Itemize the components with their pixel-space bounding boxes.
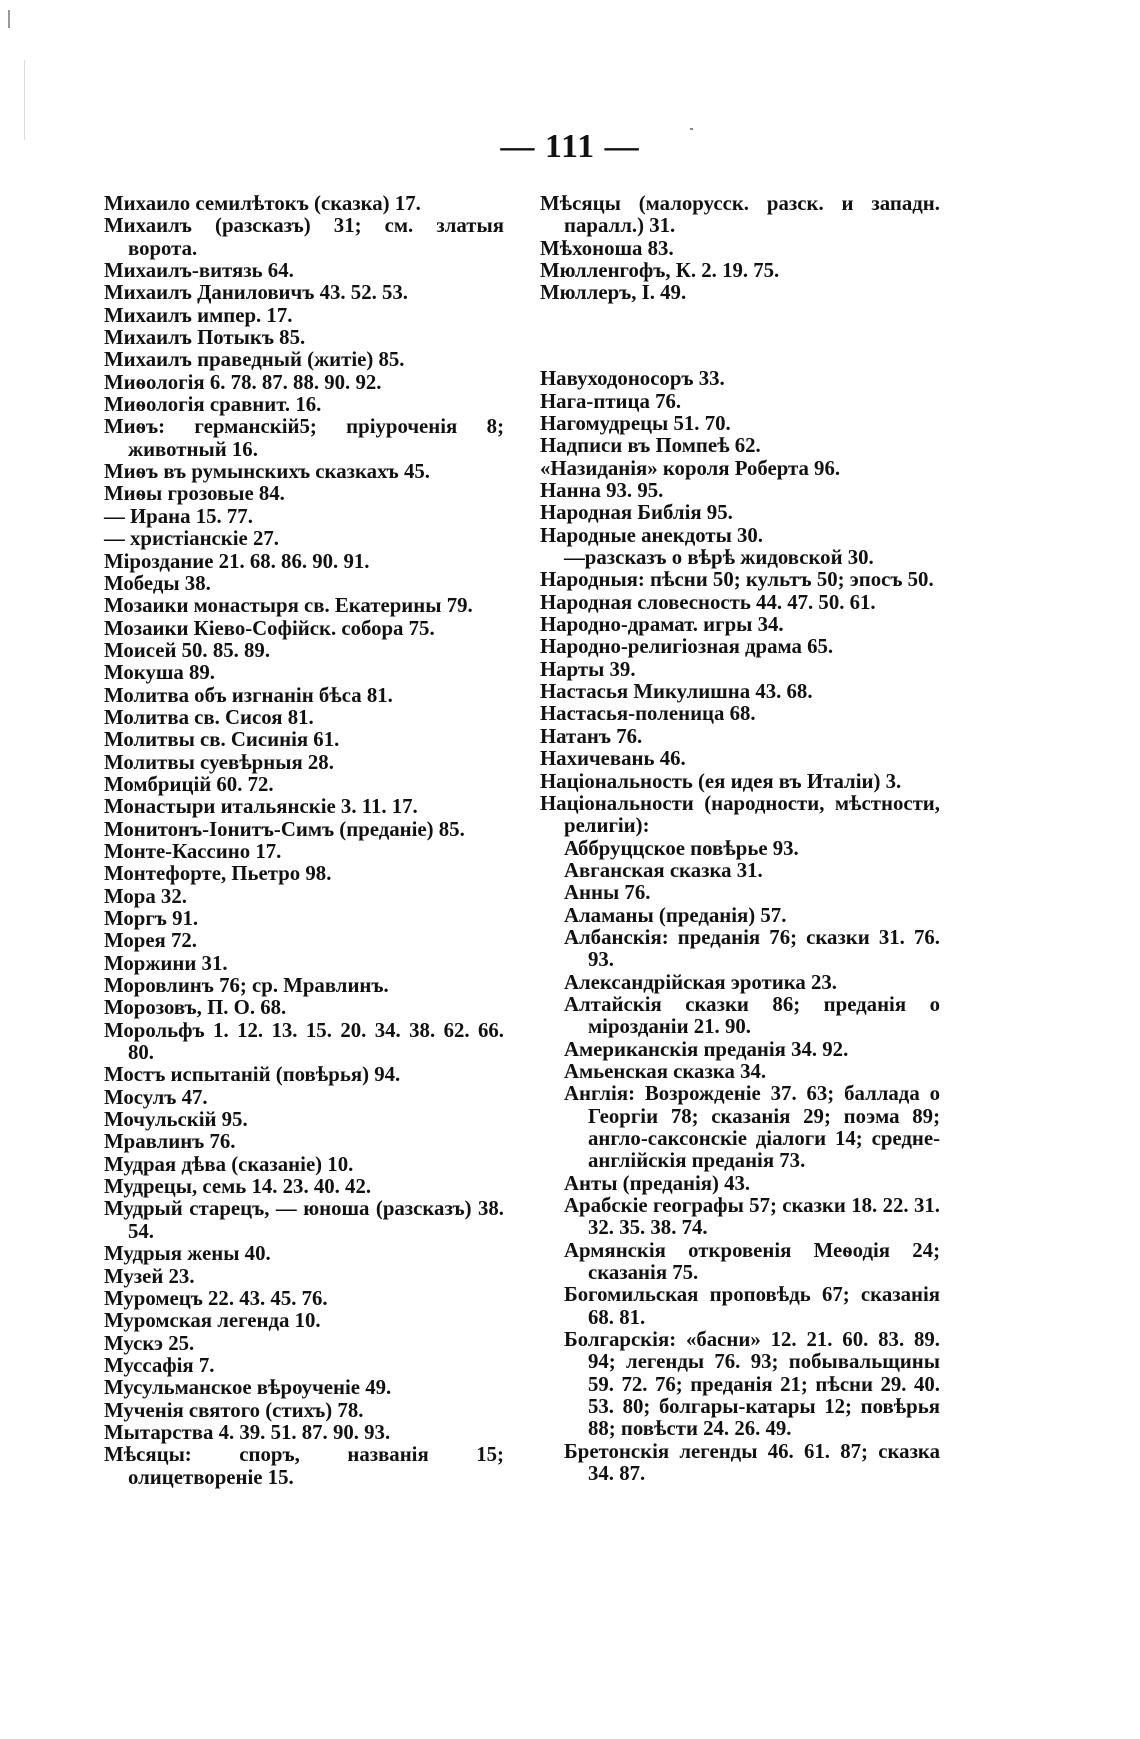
page-number: — 111 — xyxy=(500,128,640,165)
index-entry: Михаилъ праведный (житіе) 85. xyxy=(104,348,405,372)
index-entry: Настасья-поленица 68. xyxy=(540,702,756,726)
index-entry: Мудрый старецъ, — юноша (разсказъ) 38. 54. xyxy=(104,1197,504,1243)
index-entry: Миѳологія 6. 78. 87. 88. 90. 92. xyxy=(104,370,382,394)
index-entry: Надписи въ Помпеѣ 62. xyxy=(540,434,761,458)
index-entry: Натанъ 76. xyxy=(540,724,643,748)
index-entry: Мозаики монастыря св. Екатерины 79. xyxy=(104,594,473,618)
index-entry: Монте-Кассино 17. xyxy=(104,839,282,863)
index-subentry: Бретонскія легенды 46. 61. 87; сказка 34. 87. xyxy=(564,1439,940,1486)
index-entry: Момбрицій 60. 72. xyxy=(104,772,274,796)
index-entry: Миѳы грозовые 84. xyxy=(104,482,285,506)
index-subentry: Англія: Возрожденіе 37. 63; баллада о Георгіи 78; сказанія 29; поэма 89; англо-саксонскіе діалоги 14; средне-англійскія преданія 73. xyxy=(564,1082,940,1173)
index-entry: Мюллеръ, I. 49. xyxy=(540,281,687,305)
index-entry: Морольфъ 1. 12. 13. 15. 20. 34. 38. 62. 66. 80. xyxy=(104,1018,504,1065)
index-subentry: Авганская сказка 31. xyxy=(564,858,763,882)
index-entry: Мудрецы, семь 14. 23. 40. 42. xyxy=(104,1175,372,1199)
index-entry: Нанна 93. 95. xyxy=(540,479,664,503)
index-entry: Монтефорте, Пьетро 98. xyxy=(104,862,332,886)
index-entry: Мѣсяцы: споръ, названія 15; олицетвореніе 15. xyxy=(104,1443,504,1489)
index-entry: Мокуша 89. xyxy=(104,661,215,685)
index-entry: Народныя: пѣсни 50; культъ 50; эпосъ 50. xyxy=(540,568,934,592)
index-entry: Молитва св. Сисоя 81. xyxy=(104,705,314,729)
index-entry: Морея 72. xyxy=(104,929,197,953)
index-entry: — христіанскіе 27. xyxy=(104,527,279,551)
index-entry: Народные анекдоты 30. xyxy=(540,523,763,547)
index-entry: Мудрыя жены 40. xyxy=(104,1242,271,1266)
index-entry: Муромская легенда 10. xyxy=(104,1309,321,1333)
index-entry: Михаило семилѣтокъ (сказка) 17. xyxy=(104,192,421,215)
index-entry: Мученія святого (стихъ) 78. xyxy=(104,1398,364,1422)
index-subentry: —разсказъ о вѣрѣ жидовской 30. xyxy=(564,546,874,570)
index-entry: Мусульманское вѣроученіе 49. xyxy=(104,1376,392,1400)
index-entry: Нахичевань 46. xyxy=(540,747,686,771)
index-entry: Моисей 50. 85. 89. xyxy=(104,638,271,662)
index-entry: Монастыри итальянскіе 3. 11. 17. xyxy=(104,795,418,819)
index-entry: Мостъ испытаній (повѣрья) 94. xyxy=(104,1063,401,1087)
index-entry: Мудрая дѣва (сказаніе) 10. xyxy=(104,1152,354,1176)
index-entry: Навуходоносоръ 33. xyxy=(540,367,725,391)
index-entry: Народно-драмат. игры 34. xyxy=(540,613,784,637)
index-entry: Молитвы суевѣрныя 28. xyxy=(104,750,334,774)
index-column-right xyxy=(540,193,940,1486)
index-entry: Національность (ея идея въ Италіи) 3. xyxy=(540,769,902,793)
index-entry: Нарты 39. xyxy=(540,657,636,681)
index-entry: Народная словесность 44. 47. 50. 61. xyxy=(540,590,876,614)
index-subentry: Армянскія откровенія Меѳодія 24; сказанія 75. xyxy=(564,1238,940,1285)
index-entry: Моргъ 91. xyxy=(104,907,199,930)
letter-section-gap xyxy=(540,326,940,348)
index-entry: Настасья Микулишна 43. 68. xyxy=(540,680,813,704)
index-subentry: Аббруццское повѣрье 93. xyxy=(564,836,799,860)
index-entry: Молитва объ изгнанін бѣса 81. xyxy=(104,683,393,707)
index-subentry: Аламаны (преданія) 57. xyxy=(564,903,787,927)
index-entry: Мытарства 4. 39. 51. 87. 90. 93. xyxy=(104,1420,391,1444)
index-entry: Михаилъ Даниловичъ 43. 52. 53. xyxy=(104,281,408,305)
index-entry: Михаилъ импер. 17. xyxy=(104,303,293,327)
index-entry: Миѳъ въ румынскихъ сказкахъ 45. xyxy=(104,460,430,484)
index-entry: Молитвы св. Сисинія 61. xyxy=(104,728,340,752)
index-entry: «Назиданія» короля Роберта 96. xyxy=(540,456,841,480)
index-subentry: Анны 76. xyxy=(564,881,651,905)
scan-mark-top-left xyxy=(8,10,10,28)
index-entry: Мобеды 38. xyxy=(104,571,211,595)
index-entry: — Ирана 15. 77. xyxy=(104,504,253,528)
index-entry: Мосулъ 47. xyxy=(104,1085,208,1109)
index-subentry: Болгарскія: «басни» 12. 21. 60. 83. 89. 94; легенды 76. 93; побывальщины 59. 72. 76; преданія 21; пѣсни 29. 40. 53. 80; болгары-катары 12; повѣрья 88; повѣсти 24. 26. 49. xyxy=(564,1328,940,1441)
index-entry: Мравлинъ 76. xyxy=(104,1130,236,1154)
index-entry: Миѳологія сравнит. 16. xyxy=(104,393,322,417)
index-subentry: Американскія преданія 34. 92. xyxy=(564,1037,849,1061)
index-entry: Музей 23. xyxy=(104,1264,195,1288)
index-subentry: Албанскія: преданія 76; сказки 31. 76. 93. xyxy=(564,925,940,972)
index-entry: Морозовъ, П. О. 68. xyxy=(104,996,287,1020)
index-column-left xyxy=(104,193,504,1489)
index-entry: Михаилъ-витязь 64. xyxy=(104,259,294,283)
index-subentry: Арабскіе географы 57; сказки 18. 22. 31. 32. 35. 38. 74. xyxy=(564,1194,940,1240)
index-entry: Мѣхоноша 83. xyxy=(540,236,674,260)
index-subentry: Богомильская проповѣдь 67; сказанія 68. 81. xyxy=(564,1283,940,1329)
index-entry: Муссафія 7. xyxy=(104,1353,215,1377)
index-entry: Мора 32. xyxy=(104,884,187,908)
index-entry: Миѳъ: германскій5; пріуроченія 8; животный 16. xyxy=(104,415,504,461)
index-entry: Народно-религіозная драма 65. xyxy=(540,635,834,659)
index-entry: Мѣсяцы (малорусск. разск. и западн. паралл.) 31. xyxy=(540,192,940,238)
index-subentry: Амьенская сказка 34. xyxy=(564,1059,767,1083)
index-entry: Моровлинъ 76; ср. Мравлинъ. xyxy=(104,974,389,998)
index-entry: Мочульскій 95. xyxy=(104,1108,248,1132)
index-entry: Міроздание 21. 68. 86. 90. 91. xyxy=(104,549,370,573)
index-entry: Михаилъ Потыкъ 85. xyxy=(104,326,306,350)
index-entry: Мюлленгофъ, К. 2. 19. 75. xyxy=(540,259,780,283)
index-entry: Мозаики Кіево-Софійск. собора 75. xyxy=(104,616,435,640)
index-entry: Моржини 31. xyxy=(104,951,228,975)
index-entry: Народная Библія 95. xyxy=(540,501,733,525)
index-entry: Національности (народности, мѣстности, религіи): xyxy=(540,791,940,838)
index-entry: Монитонъ-Іонитъ-Симъ (преданіе) 85. xyxy=(104,817,465,841)
index-subentry: Александрійская эротика 23. xyxy=(564,970,837,994)
index-entry: Муромецъ 22. 43. 45. 76. xyxy=(104,1286,328,1310)
index-entry: Нагомудрецы 51. 70. xyxy=(540,412,731,435)
index-entry: Михаилъ (разсказъ) 31; см. златыя ворота. xyxy=(104,214,504,260)
index-subentry: Анты (преданія) 43. xyxy=(564,1171,751,1195)
index-entry: Нага-птица 76. xyxy=(540,389,682,413)
index-entry: Мускэ 25. xyxy=(104,1331,195,1355)
index-subentry: Алтайскія сказки 86; преданія о мірозданіи 21. 90. xyxy=(564,992,940,1039)
